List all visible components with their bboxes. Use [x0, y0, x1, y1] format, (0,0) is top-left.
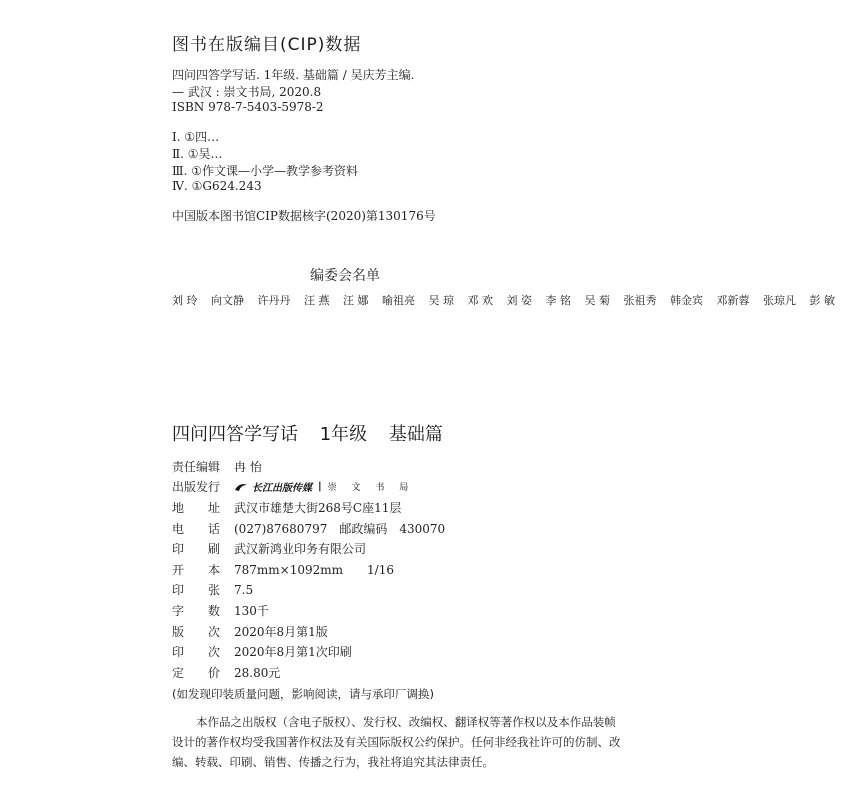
cip-title: 图书在版编目(CIP)数据 [172, 35, 362, 55]
cip-line-isbn: ISBN 978-7-5403-5978-2 [172, 100, 324, 114]
info-label: 责任编辑 [172, 459, 221, 474]
info-label: 字 数 [172, 603, 221, 618]
info-value: (027)87680797 邮政编码 430070 [234, 521, 446, 536]
editorial-board-title: 编委会名单 [310, 268, 380, 284]
info-row-sheets [172, 580, 445, 601]
publisher-logo-icon [234, 482, 248, 492]
quality-note: (如发现印装质量问题，影响阅读，请与承印厂调换) [172, 687, 434, 701]
info-value: 28.80元 [234, 665, 281, 680]
cip-class-2: Ⅱ. ①吴… [172, 147, 223, 161]
info-row-printing [172, 641, 445, 662]
info-value: 冉 怡 [234, 459, 262, 474]
book-title-grade: 1年级 [319, 424, 368, 445]
info-value: 7.5 [234, 582, 254, 597]
member-name: 邓 欢 [467, 294, 493, 307]
info-label: 印 刷 [172, 542, 221, 557]
member-name: 汪 娜 [343, 294, 369, 307]
book-info-table [172, 456, 445, 683]
member-name: 彭 敏 [809, 294, 835, 307]
member-name: 刘 玲 [172, 294, 198, 307]
member-name: 向文静 [211, 294, 244, 307]
cip-line-title: 四问四答学写话. 1年级. 基础篇 / 吴庆芳主编. [172, 68, 415, 82]
info-label: 印 次 [172, 645, 221, 660]
member-name: 喻祖亮 [382, 294, 415, 307]
publisher-logo [234, 479, 414, 494]
member-name: 汪 燕 [304, 294, 330, 307]
cip-class-1: Ⅰ. ①四… [172, 130, 220, 144]
info-label: 定 价 [172, 665, 221, 680]
info-value: 武汉市雄楚大街268号C座11层 [234, 500, 402, 515]
cip-class-4: Ⅳ. ①G624.243 [172, 179, 262, 193]
info-label: 印 张 [172, 583, 221, 598]
info-value: 130千 [234, 603, 269, 618]
info-label: 地 址 [172, 500, 221, 515]
cip-class-3: Ⅲ. ①作文课—小学—教学参考资料 [172, 164, 358, 178]
member-name: 邓新蓉 [716, 294, 750, 307]
info-label: 开 本 [172, 562, 221, 577]
info-label: 电 话 [172, 521, 221, 536]
info-value: 武汉新鸿业印务有限公司 [234, 542, 367, 557]
info-value: 2020年8月第1版 [234, 624, 328, 639]
member-name: 张琼凡 [763, 294, 796, 307]
cip-line-publisher: — 武汉 : 崇文书局, 2020.8 [172, 85, 322, 99]
info-row-price [172, 662, 445, 683]
info-row-printer [172, 538, 445, 559]
member-name: 张祖秀 [623, 294, 657, 307]
info-row-address [172, 497, 445, 518]
cip-library-note: 中国版本图书馆CIP数据核字(2020)第130176号 [172, 209, 436, 223]
member-name: 吴 菊 [584, 294, 610, 307]
info-label: 版 次 [172, 624, 221, 639]
book-title [172, 420, 459, 446]
member-name: 吴 琼 [428, 294, 454, 307]
info-row-edition [172, 621, 445, 642]
member-name: 许丹丹 [257, 294, 291, 307]
info-row-format [172, 559, 445, 580]
editorial-board-members [172, 290, 835, 311]
book-title-level: 基础篇 [388, 424, 443, 445]
logo-divider: | [318, 481, 322, 493]
info-row-publisher [172, 477, 445, 498]
info-row-editor [172, 456, 445, 477]
book-title-main: 四问四答学写话 [172, 424, 298, 445]
member-name: 李 铭 [545, 294, 571, 307]
info-value: 2020年8月第1次印刷 [234, 645, 352, 660]
info-value: 787mm×1092mm 1/16 [234, 562, 394, 577]
member-name: 韩金宾 [670, 294, 703, 307]
info-row-wordcount [172, 600, 445, 621]
publisher-house-name: 崇 文 书 局 [327, 483, 415, 494]
member-name: 刘 姿 [506, 294, 532, 307]
info-row-phone [172, 518, 445, 539]
publisher-group-name: 长江出版传媒 [252, 483, 312, 495]
info-label: 出版发行 [172, 480, 221, 495]
copyright-statement: 本作品之出版权（含电子版权）、发行权、改编权、翻译权等著作权以及本作品装帧设计的著作权均受我国著作权法及有关国际版权公约保护。任何非经我社许可的仿制、改编、转载、印刷、销售、传播之行为，我社将追究其法律责任。 [172, 715, 621, 769]
